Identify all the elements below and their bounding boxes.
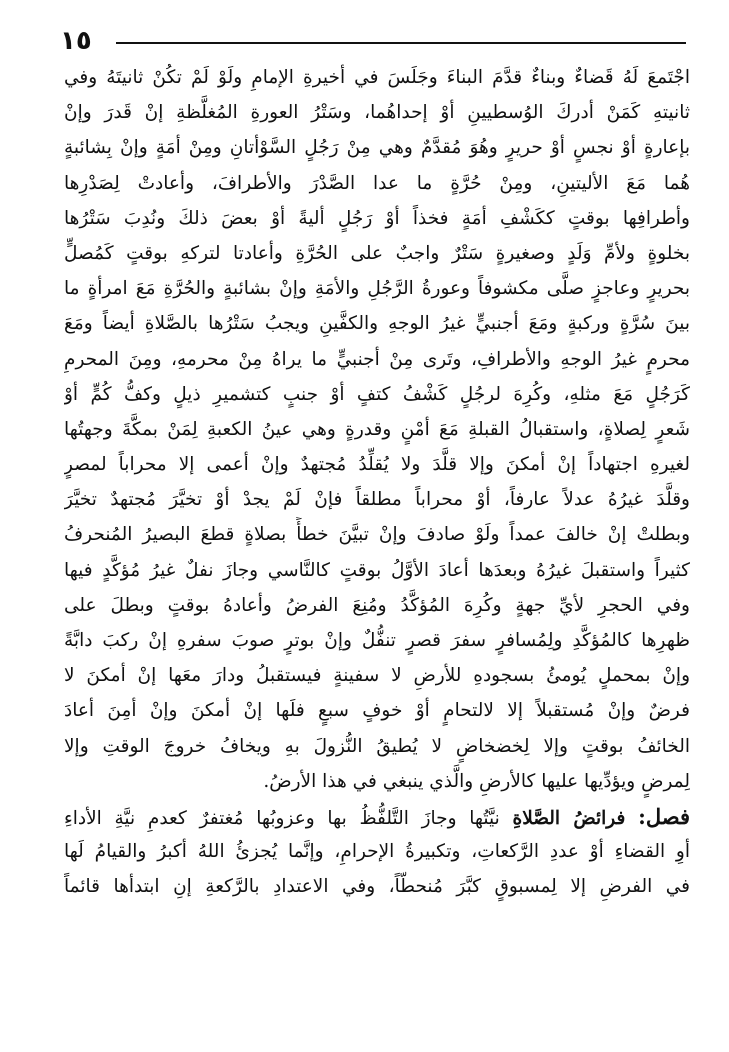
text-line: ثانيتهِ كَمَنْ أدركَ الوُسطيينِ أوْ إحداهُما، وسَتْرُ العورةِ المُغلَّظةِ إنْ قَدرَ وإنْ — [64, 102, 690, 124]
text-line: وفي الحجرِ لأيِّ جهةٍ وكُرِهَ المُؤكَّدُ ومُنِعَ الفرضُ وأعادهُ بوقتٍ وبطلَ على — [64, 594, 690, 616]
text-line: وبطلتْ إنْ خالفَ عمداً ولَوْ صادفَ وإنْ تبيَّنَ خطأً بصلاةٍ قطعَ البصيرُ المُنحرفُ — [64, 524, 690, 546]
section-first-line-text: نيَّتُها وجازَ التَّلفُّظُ بها وعزوبُها مُغتفرٌ كعدمِ نيَّةِ الأداءِ — [64, 807, 500, 829]
body-text — [64, 60, 690, 905]
text-line: أوِ القضاءِ أوْ عددِ الرَّكعاتِ، وتكبيرةُ الإحرامِ، وإنَّما يُجزئُ اللهُ أكبرُ والقيامُ لَها — [64, 841, 690, 863]
text-line: في الفرضِ إلا لِمسبوقٍ كبَّرَ مُنحطّاً، وفي الاعتدادِ بالرَّكعةِ إنِ ابتدأها قائماً — [64, 876, 690, 898]
text-line: بينَ سُرَّةٍ وركبةٍ ومَعَ أجنبيٍّ غيرُ الوجهِ والكفَّينِ ويجبُ سَتْرُها بالصَّلاةِ أيضاً ومَعَ — [64, 313, 690, 335]
text-line: شَعرٍ لِصلاةٍ، واستقبالُ القبلةِ مَعَ أمْنٍ وقدرةٍ وهي عينُ الكعبةِ لِمَنْ بمكَّةَ وجهتُها — [64, 418, 690, 440]
page-number: ١٥ — [60, 26, 92, 56]
text-line: وإنْ بمحملٍ يُومئُ بسجودهِ للأرضِ لا سفينةٍ فيستقبلُ ودارَ معَها إنْ أمكنَ لا — [64, 665, 690, 687]
text-line: محرمٍ غيرُ الوجهِ والأطرافِ، وتَرى مِنْ أجنبيٍّ ما يراهُ مِنْ محرمهِ، ومِنَ المحرمِ — [64, 348, 690, 370]
section-title: فرائضُ الصَّلاةِ — [512, 807, 626, 829]
page-header — [60, 26, 686, 56]
text-line: هُما مَعَ الأليتينِ، ومِنْ حُرَّةٍ ما عدا الصَّدْرَ والأطرافَ، وأعادتْ لِصَدْرِها — [64, 172, 690, 194]
text-line: بإعارةٍ أوْ نجسٍ أوْ حريرٍ وهُوَ مُقدَّمٌ وهي مِنْ رَجُلٍ السَّوْأتانِ ومِنْ أمَةٍ وإنْ بِشائبةٍ — [64, 137, 690, 159]
text-line: بخلوةٍ ولأمِّ وَلَدٍ وصغيرةٍ سَتْرٌ واجبٌ على الحُرَّةِ وأعادتا لتركهِ بوقتٍ كَمُصلٍّ — [64, 242, 690, 264]
section-first-line — [64, 799, 690, 834]
header-rule — [116, 42, 686, 44]
text-line: فرضٌ وإنْ مُستقبلاً إلا لالتحامٍ أوْ خوفٍ سبعٍ فلَها إنْ أمكنَ وإنْ أمِنَ أعادَ — [64, 700, 690, 722]
text-line: لِمرضٍ ويؤدِّيها عليها كالأرضِ والَّذي ينبغي في هذا الأرضُ. — [263, 770, 690, 792]
text-line: وأطرافِها بوقتٍ ككَشْفِ أمَةٍ فخذاً أوْ رَجُلٍ أليةً أوْ بعضَ ذلكَ ونُدِبَ سَتْرُها — [64, 207, 690, 229]
text-line: لغيرهِ اجتهاداً إنْ أمكنَ وإلا قلَّدَ ولا يُقلِّدُ مُجتهدٌ وإنْ أعمى إلا محراباً لمصرٍ — [64, 454, 690, 476]
section-label: فصل: — [638, 803, 690, 829]
text-line: بحريرٍ وعاجزٍ صلَّى مكشوفاً وعورةُ الرَّجُلِ والأمَةِ وإنْ بشائبةٍ والحُرَّةِ مَعَ امرأةٍ ما — [64, 278, 690, 300]
text-line: اجْتَمعَ لَهُ قَضاءٌ وبناءٌ قدَّمَ البناءَ وجَلَسَ في أخيرةِ الإمامِ ولَوْ لَمْ تكُنْ ثانيتَهُ وفي — [64, 67, 690, 88]
text-line: كثيراً واستقبلَ غيرُهُ وبعدَها أعادَ الأوَّلُ بوقتٍ كالنَّاسي وجازَ نفلٌ غيرُ مُؤكَّدٍ فيها — [64, 559, 690, 581]
text-line: الخائفُ بوقتٍ وإلا لِخضخاضٍ لا يُطيقُ النُّزولَ بهِ ويخافُ خروجَ الوقتِ وإلا — [64, 735, 690, 757]
text-line: كَرَجُلٍ مَعَ مثلهِ، وكُرِهَ لرجُلٍ كَشْفُ كتفٍ أوْ جنبٍ كتشميرِ ذيلٍ وكفُّ كُمٍّ أوْ — [64, 383, 690, 405]
text-line: ظهرِها كالمُؤكَّدِ ولِمُسافرٍ سفرَ قصرٍ تنفُّلٌ وإنْ بوترٍ صوبَ سفرهِ إنْ ركبَ دابَّةً — [64, 630, 690, 651]
text-line: وقلَّدَ غيرُهُ عدلاً عارفاً، أوْ محراباً مطلقاً فإنْ لَمْ يجدْ أوْ تخيَّرَ مُجتهدٌ تخيَّرَ — [64, 489, 690, 511]
